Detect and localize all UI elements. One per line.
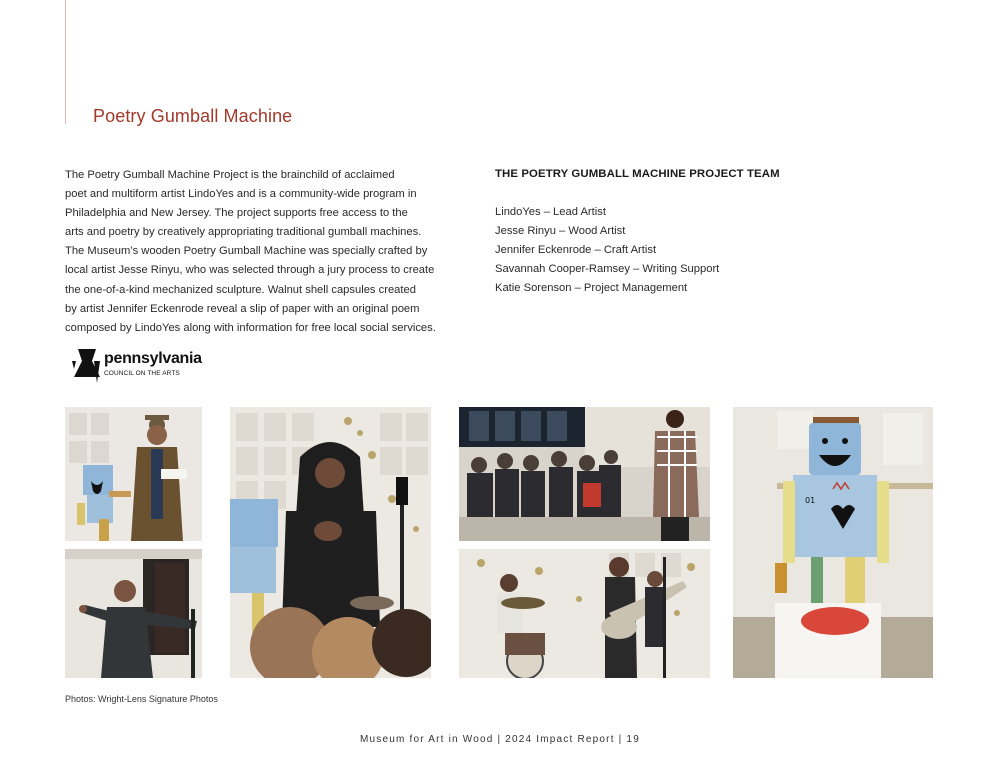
svg-text:01: 01 xyxy=(805,496,816,505)
body-line: The Museum’s wooden Poetry Gumball Machine was specially crafted by xyxy=(65,245,428,258)
photo-musicians xyxy=(459,549,710,678)
team-section xyxy=(495,166,895,298)
body-line: the one-of-a-kind mechanized sculpture. Walnut shell capsules created xyxy=(65,283,416,296)
photo-artist-reading xyxy=(65,407,202,541)
team-member: Savannah Cooper-Ramsey – Writing Support xyxy=(495,263,720,276)
team-member: Katie Sorenson – Project Management xyxy=(495,282,688,295)
photo-credit: Photos: Wright-Lens Signature Photos xyxy=(65,694,218,704)
body-line: The Poetry Gumball Machine Project is the brainchild of acclaimed xyxy=(65,169,395,181)
logo-name: pennsylvania xyxy=(104,350,202,367)
logo-subtitle: COUNCIL ON THE ARTS xyxy=(104,370,180,377)
team-member: Jesse Rinyu – Wood Artist xyxy=(495,225,626,238)
photo-hooded-poet xyxy=(230,407,431,678)
body-paragraph xyxy=(65,166,477,338)
photo-audience xyxy=(459,407,710,541)
accent-rule xyxy=(65,0,66,124)
team-heading: THE POETRY GUMBALL MACHINE PROJECT TEAM xyxy=(495,168,780,180)
body-line: local artist Jesse Rinyu, who was selected through a jury process to create xyxy=(65,264,435,277)
team-list xyxy=(495,203,895,298)
body-line: composed by LindoYes along with information for free local social services. xyxy=(65,321,436,334)
photo-performer-pointing xyxy=(65,549,202,678)
page-title: Poetry Gumball Machine xyxy=(93,106,293,126)
photo-gumball-sculpture xyxy=(733,407,933,678)
page-footer: Museum for Art in Wood | 2024 Impact Report | 19 xyxy=(360,734,640,745)
team-member: LindoYes – Lead Artist xyxy=(495,206,606,218)
pa-council-logo xyxy=(70,347,210,385)
team-member: Jennifer Eckenrode – Craft Artist xyxy=(495,244,657,257)
body-line: by artist Jennifer Eckenrode reveal a slip of paper with an original poem xyxy=(65,302,420,315)
keystone-icon xyxy=(70,347,104,385)
body-line: Philadelphia and New Jersey. The project supports free access to the xyxy=(65,207,408,220)
body-line: poet and multiform artist LindoYes and is a community-wide program in xyxy=(65,188,417,201)
body-line: arts and poetry by creatively appropriating traditional gumball machines. xyxy=(65,226,422,239)
